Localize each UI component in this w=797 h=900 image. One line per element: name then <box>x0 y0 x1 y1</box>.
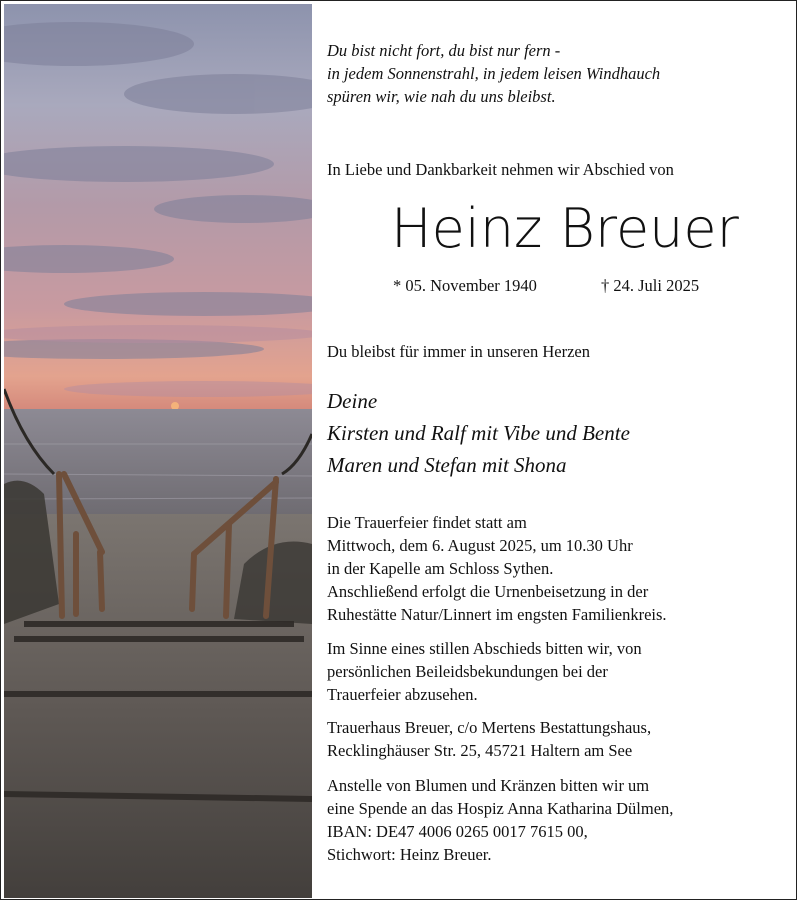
address-line: Trauerhaus Breuer, c/o Mertens Bestattungshaus, <box>327 718 652 737</box>
poem-line: spüren wir, wie nah du uns bleibst. <box>327 87 556 106</box>
mourning-address <box>327 716 651 762</box>
heart-line: Du bleibst für immer in unseren Herzen <box>327 342 591 361</box>
condolence-line: Im Sinne eines stillen Abschieds bitten wir, von <box>327 639 642 658</box>
funeral-line: in der Kapelle am Schloss Sythen. <box>327 559 554 578</box>
funeral-line: Anschließend erfolgt die Urnenbeisetzung in der <box>327 582 649 601</box>
deceased-name: Heinz Breuer <box>391 197 739 260</box>
poem <box>327 39 660 108</box>
condolence-line: Trauerfeier abzusehen. <box>327 685 478 704</box>
funeral-line: Mittwoch, dem 6. August 2025, um 10.30 Uhr <box>327 536 633 555</box>
donation-line: Anstelle von Blumen und Kränzen bitten wir um <box>327 776 650 795</box>
funeral-details <box>327 511 667 626</box>
sun <box>171 402 179 410</box>
donation-line: eine Spende an das Hospiz Anna Katharina Dülmen, <box>327 799 674 818</box>
donation-line: Stichwort: Heinz Breuer. <box>327 845 492 864</box>
funeral-line: Ruhestätte Natur/Linnert im engsten Familienkreis. <box>327 605 667 624</box>
family-line: Kirsten und Ralf mit Vibe und Bente <box>327 421 630 445</box>
condolence-request <box>327 637 642 706</box>
birth-date: * 05. November 1940 <box>393 276 537 295</box>
donation-request <box>327 774 673 866</box>
farewell-intro: In Liebe und Dankbarkeit nehmen wir Abschied von <box>327 160 674 179</box>
family-line: Deine <box>327 389 378 413</box>
family-line: Maren und Stefan mit Shona <box>327 453 567 477</box>
family-signatures <box>327 385 630 481</box>
poem-line: Du bist nicht fort, du bist nur fern - <box>327 41 561 60</box>
poem-line: in jedem Sonnenstrahl, in jedem leisen Windhauch <box>327 64 661 83</box>
funeral-line: Die Trauerfeier findet statt am <box>327 513 527 532</box>
donation-line: IBAN: DE47 4006 0265 0017 7615 00, <box>327 822 588 841</box>
address-line: Recklinghäuser Str. 25, 45721 Haltern am See <box>327 741 633 760</box>
condolence-line: persönlichen Beileidsbekundungen bei der <box>327 662 608 681</box>
death-date: † 24. Juli 2025 <box>601 276 700 295</box>
sunset-beach-photo <box>4 4 312 898</box>
